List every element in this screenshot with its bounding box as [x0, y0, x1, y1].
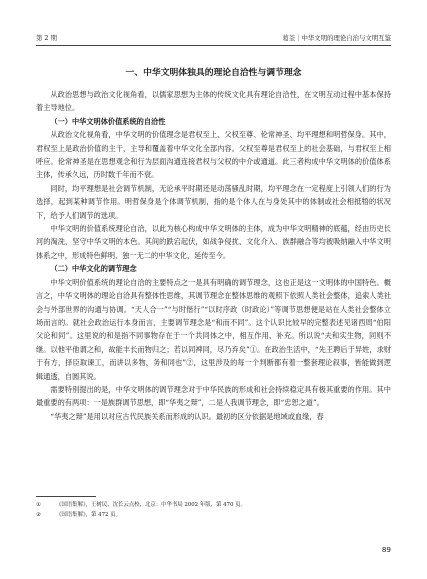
paragraph: 从政治文化视角看，中华文明的价值理念是君权至上、父权至尊、伦常神圣、均平理想和明哲保身。其中，君权至上是政治价值的主干，主导和覆盖着中华文化全部内容。父权至尊是君权至上的社会基础，与君权至上相呼应。伦常神圣是在思想观念和行为层面沟通连接君权与父权的中介或通道。此三者构成中华文明体的价值体系主体，传承久远，历时数千年而不衰。 [36, 130, 391, 180]
page-number: 89 [381, 545, 391, 554]
footnote-text: 《国语集解》，王树民、沈长云点校，北京：中华书局 2002 年版，第 470 页。 [56, 502, 246, 508]
issue-label: 第 2 期 [36, 34, 57, 42]
footnote-text: 《国语集解》，第 472 页。 [56, 512, 121, 518]
running-header [36, 33, 391, 46]
footnote-divider [36, 496, 96, 497]
section-title: 一、中华文明体独具的理论自洽性与调节理念 [125, 68, 302, 78]
running-title: 葛荃｜中华文明的理论自治与文明互鉴 [282, 34, 391, 42]
footnote [36, 510, 391, 520]
paragraph: 中华文明的价值系统理论自洽，以此为核心构成中华文明体的主体，成为中华文明精神的底蕴，经由历史长河的淘洗，坚守中华文明的本色。其间的跌宕起伏，如战争侵扰、文化介入、族群融合等均被吸纳融入中华文明体系之中，形成特色鲜明、独一无二的中华文化，延传至今。 [36, 224, 391, 260]
subsection-heading: （一）中华文明体价值系统的自洽性 [50, 116, 166, 126]
footnote [36, 500, 391, 510]
footnote-mark: ① [36, 502, 41, 508]
footnotes [36, 500, 391, 520]
paragraph: “华夷之辩”是用以对应古代民族关系而形成的认识。最初的区分依据是地域或血缘，春 [50, 411, 324, 421]
paragraph: 从政治思想与政治文化视角看，以儒家思想为主体的传统文化具有理论自洽性，在文明互动过程中基本保持着主导地位。 [36, 90, 391, 113]
footnote-mark: ② [36, 512, 41, 518]
subsection-heading: （二）中华文化的调节理念 [50, 264, 137, 274]
article-body [36, 88, 391, 423]
paragraph: 中华文明价值系统的理论自洽的主要特点之一是具有明确的调节理念，这也正是这一文明体的中国特色。概言之，中华文明体的理论自洽具有整体性思维，其调节理念在整体思维的观照下依照人类社会整体，追索人类社会与外部世界的沟通与协调。“天人合一”“与时偕行”“以时序政（时政论）”等调节思想便是站在人类社会整体立场而言的。就社会政治运行本身而言，主要调节理念是“和而不同”。这个认识比较早的完整表述见诸西周“伯阳父论和同”。这里说的和是指不同事物存在于一个共同体之中，相互作用、补充。所以说“夫和实生物，同则不继。以他平他谓之和，故能丰长而物归之；若以同裨同，尽乃弃矣”①。在政治生活中，“先王聘后于异姓，求财于有方，择臣取谏工，而讲以多物，务和同也”②，这里涉及的每一个判断都有着一整套理论叙事，皆能做到逻辑通透，自圆其说。 [36, 277, 391, 381]
paragraph: 需要特别提出的是，中华文明体的调节理念对于中华民族的形成和社会持续稳定具有极其重要的作用。其中最重要的有两项：一是族群调节思想，即“华夷之辩”，二是人我调节理念，即“忠恕之道”。 [36, 384, 391, 408]
paragraph: 同时，均平理想是社会调节机制，无论承平时期还是动荡骚乱时期，均平理念在一定程度上引领人们的行为选择，起到某种调节作用。明哲保身是个体调节机制，指的是个体人在与身处其中的体制或社会相抵牾的状况下，给予人们调节的选项。 [36, 183, 391, 220]
